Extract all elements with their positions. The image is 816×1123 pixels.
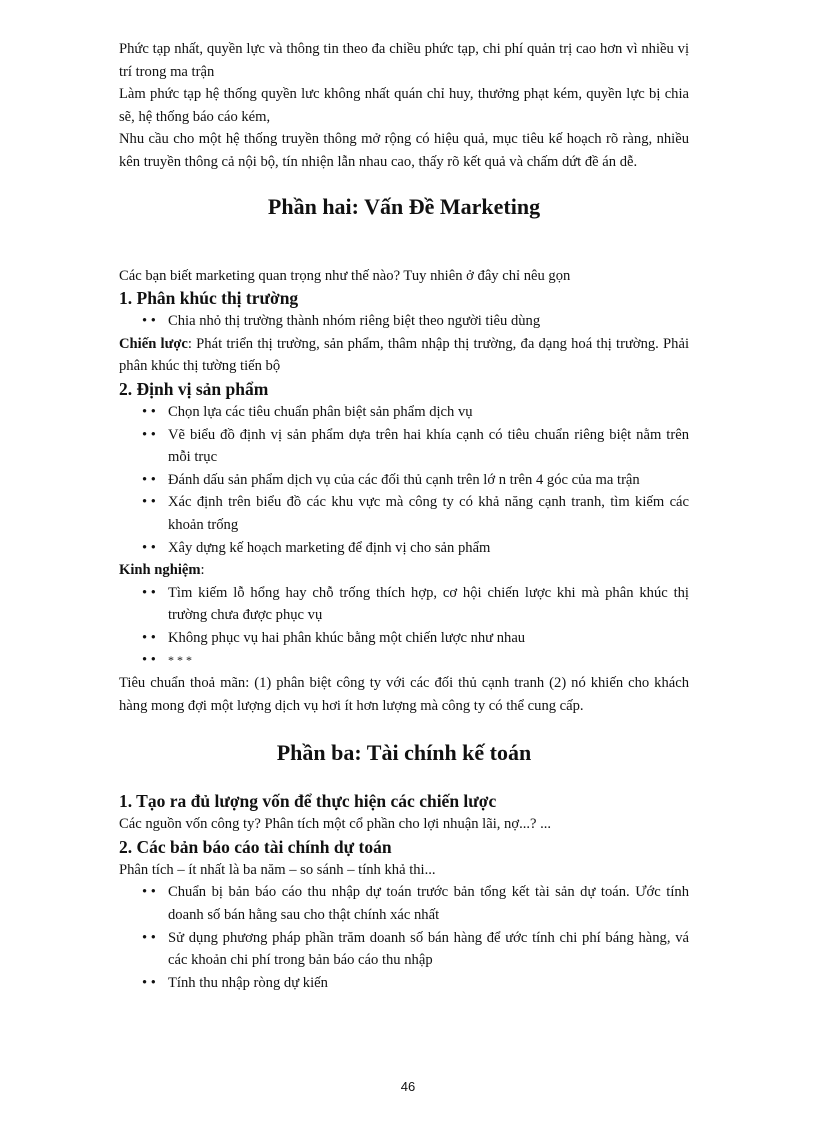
- bullet-icon: • •: [142, 884, 156, 901]
- experience-bullet-list: [119, 582, 689, 672]
- strategy-paragraph: Chiến lược: Phát triển thị trường, sản phẩm, thâm nhập thị trường, đa dạng hoá thị trường. Phải phân khúc thị tường tiến bộ: [119, 335, 690, 375]
- experience-label: Kinh nghiệm: [119, 562, 201, 579]
- list-item: • • Đánh dấu sản phẩm dịch vụ của các đối thủ cạnh trên lớ n trên 4 góc của ma trận: [168, 469, 689, 492]
- part3-title: Phần ba: Tài chính kế toán: [276, 740, 532, 766]
- list-item: • • Xác định trên biểu đồ các khu vực mà công ty có khả năng cạnh tranh, tìm kiếm các khoản trống: [168, 491, 689, 536]
- part2-title: Phần hai: Vấn Đề Marketing: [267, 193, 541, 219]
- section-market-segmentation-title: 1. Phân khúc thị trường: [119, 288, 299, 309]
- list-item: • • Xây dựng kế hoạch marketing để định vị cho sản phẩm: [168, 537, 689, 560]
- intro-paragraph-1: Phức tạp nhất, quyền lực và thông tin theo đa chiều phức tạp, chi phí quản trị cao hơn vì nhiều vị trí trong ma trận: [119, 41, 689, 80]
- strategy-label: Chiến lược: [119, 335, 188, 352]
- bullet-icon: • •: [142, 494, 156, 511]
- intro-paragraph-3: Nhu cầu cho một hệ thống truyền thông mở rộng có hiệu quả, mục tiêu kế hoạch rõ ràng, nhiều kên truyền thông cả nội bộ, tín nhiện lẫn nhau cao, thấy rõ kết quả và chấm dứt đề án dễ.: [119, 131, 689, 170]
- list-item: • • Chọn lựa các tiêu chuẩn phân biệt sản phẩm dịch vụ: [168, 401, 689, 424]
- section-financial-statements-title: 2. Các bản báo cáo tài chính dự toán: [119, 836, 392, 857]
- section-product-positioning-title: 2. Định vị sản phẩm: [119, 378, 269, 399]
- bullet-icon: • •: [142, 426, 156, 443]
- document-page: [119, 38, 689, 994]
- capital-paragraph: Các nguồn vốn công ty? Phân tích một cổ phần cho lợi nhuận lãi, nợ...? ...: [119, 816, 552, 833]
- part2-lead: Các bạn biết marketing quan trọng như thế nào? Tuy nhiên ở đây chỉ nêu gọn: [119, 267, 571, 284]
- list-item: • • Tìm kiếm lỗ hổng hay chỗ trống thích hợp, cơ hội chiến lược khi mà phân khúc thị trường chưa được phục vụ: [168, 582, 689, 627]
- section-capital-title: 1. Tạo ra đủ lượng vốn để thực hiện các chiến lược: [119, 791, 497, 812]
- financial-analysis-paragraph: Phân tích – ít nhất là ba năm – so sánh – tính khả thi...: [119, 861, 436, 878]
- list-item: • • * * *: [168, 649, 689, 672]
- bullet-icon: • •: [142, 403, 156, 420]
- page-number: 46: [400, 1079, 416, 1094]
- list-item: • • Tính thu nhập ròng dự kiến: [168, 972, 689, 995]
- list-item: • • Chia nhỏ thị trường thành nhóm riêng biệt theo người tiêu dùng: [168, 310, 689, 333]
- list-item: • • Vẽ biểu đồ định vị sản phẩm dựa trên hai khía cạnh có tiêu chuẩn riêng biệt nằm trên mỗi trục: [168, 424, 689, 469]
- bullet-icon: • •: [142, 629, 156, 646]
- bullet-icon: • •: [142, 929, 156, 946]
- bullet-icon: • •: [142, 584, 156, 601]
- bullet-icon: • •: [142, 974, 156, 991]
- list-item: • • Không phục vụ hai phân khúc bằng một chiến lược như nhau: [168, 627, 689, 650]
- list-item: • • Sử dụng phương pháp phần trăm doanh số bán hàng để ước tính chi phí báng hàng, vá các khoản chi phí trong bản báo cáo thu nhập: [168, 927, 689, 972]
- intro-paragraph-2: Làm phức tạp hệ thống quyền lưc không nhất quán chỉ huy, thưởng phạt kém, quyền lực bị chia sẽ, hệ thống báo cáo kém,: [119, 86, 689, 125]
- list-item: • • Chuẩn bị bản báo cáo thu nhập dự toán trước bản tổng kết tài sản dự toán. Ước tính doanh số bán hằng sau cho thật chính xác nhất: [168, 881, 689, 926]
- positioning-bullet-list: [119, 401, 689, 559]
- segmentation-bullet-list: [119, 310, 689, 333]
- financial-bullet-list: [119, 881, 689, 994]
- experience-heading: Kinh nghiệm:: [119, 562, 205, 579]
- bullet-icon: • •: [142, 539, 156, 556]
- bullet-icon: • •: [142, 313, 156, 330]
- bullet-icon: • •: [142, 471, 156, 488]
- bullet-icon: • •: [142, 652, 156, 669]
- satisfaction-criteria-paragraph: Tiêu chuẩn thoả mãn: (1) phân biệt công ty với các đối thủ cạnh tranh (2) nó khiến cho khách hàng mong đợi một lượng dịch vụ hơi ít hơn lượng mà công ty có thể cung cấp.: [119, 675, 689, 714]
